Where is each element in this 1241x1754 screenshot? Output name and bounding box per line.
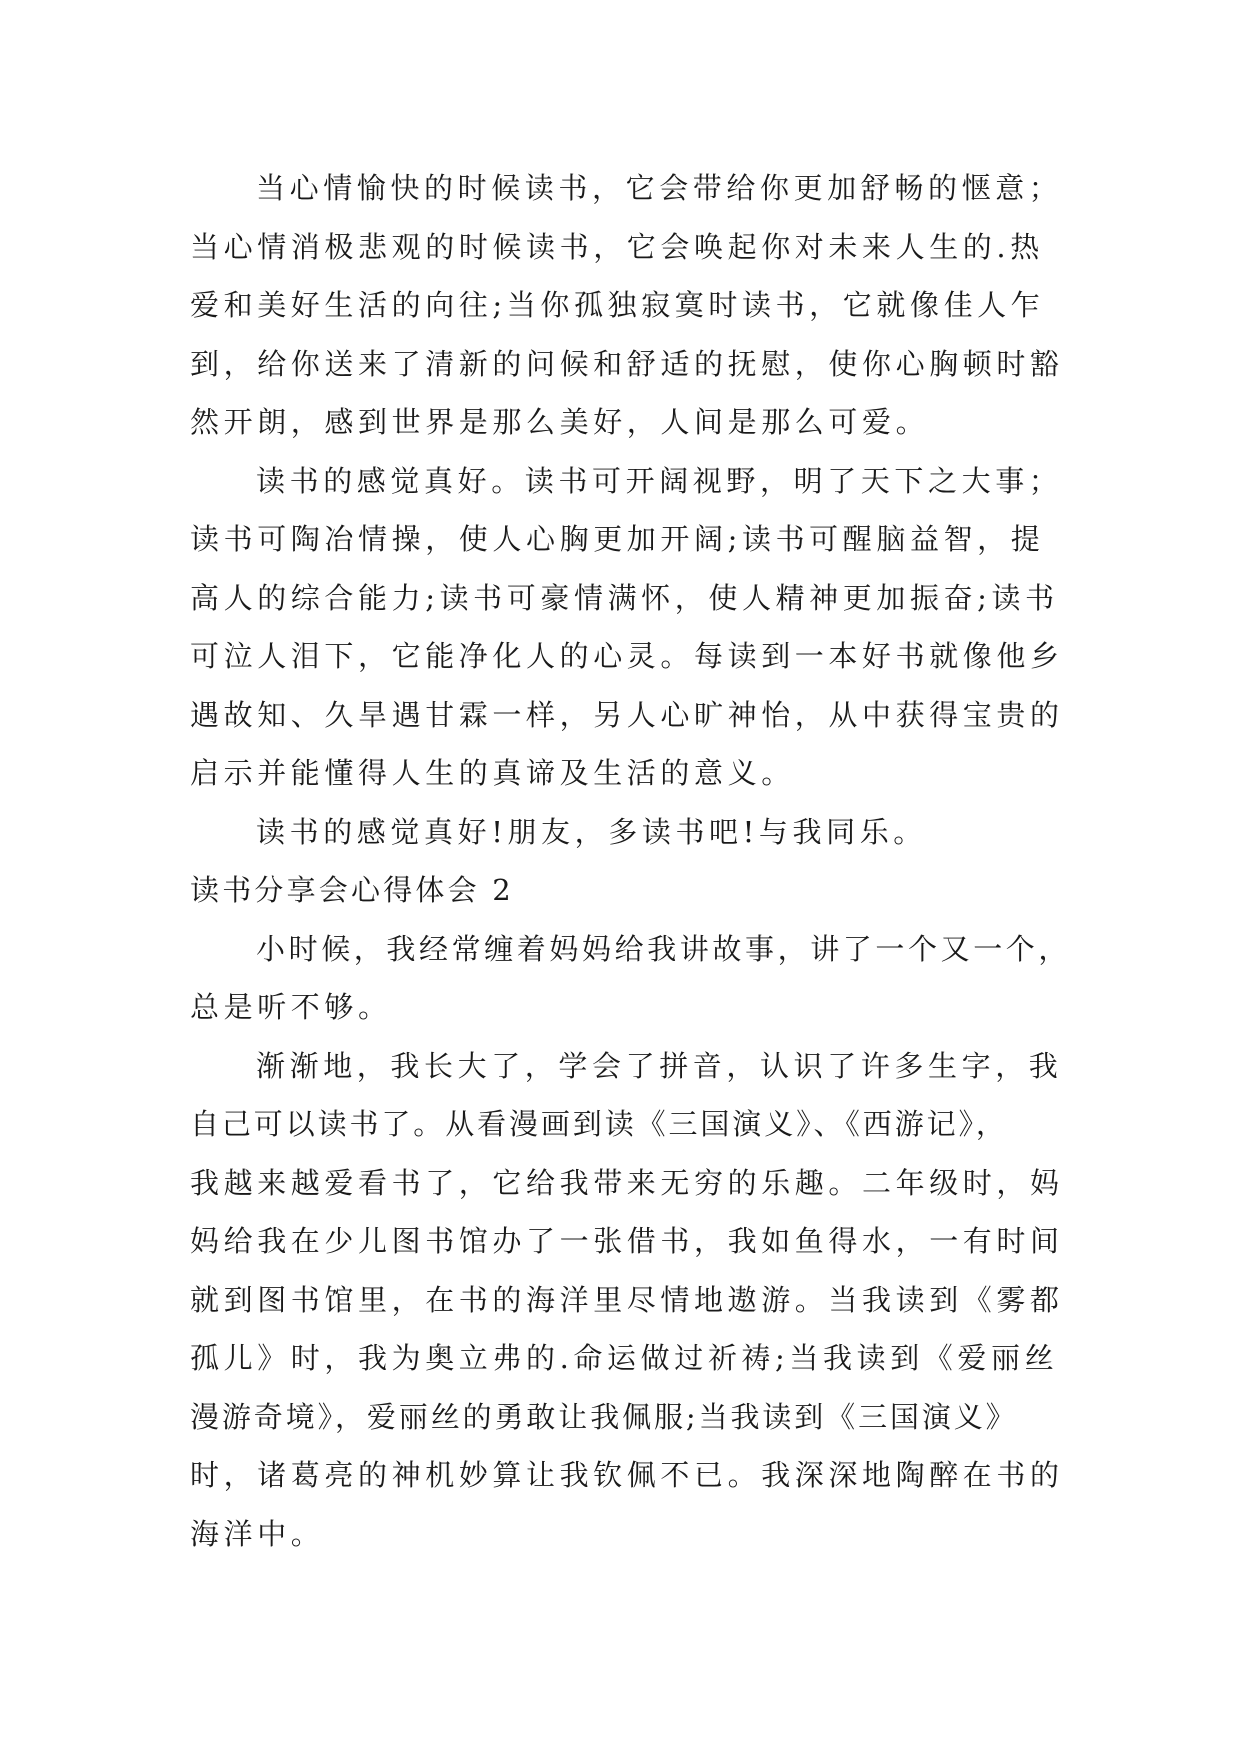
text-line: 漫游奇境》，爱丽丝的勇敢让我佩服;当我读到《三国演义》	[190, 1399, 1018, 1434]
section-heading: 读书分享会心得体会 2	[190, 873, 514, 907]
text-line: 读书的感觉真好。读书可开阔视野，明了天下之大事；	[256, 463, 1063, 498]
text-line: 当心情愉快的时候读书，它会带给你更加舒畅的惬意；	[256, 171, 1063, 205]
text-line: 爱和美好生活的向往;当你孤独寂寞时读书，它就像佳人乍	[190, 288, 1045, 322]
text-line: 到，给你送来了清新的问候和舒适的抚慰，使你心胸顿时豁	[190, 346, 1064, 381]
text-line: 遇故知、久旱遇甘霖一样，另人心旷神怡，从中获得宝贵的	[190, 697, 1064, 732]
paragraph	[190, 920, 1072, 1037]
text-line: 读书的感觉真好!朋友，多读书吧!与我同乐。	[256, 814, 927, 849]
paragraph	[190, 452, 1064, 803]
text-line: 小时候，我经常缠着妈妈给我讲故事，讲了一个又一个，	[256, 931, 1072, 966]
text-line: 妈给我在少儿图书馆办了一张借书，我如鱼得水，一有时间	[190, 1224, 1064, 1258]
text-line: 时，诸葛亮的神机妙算让我钦佩不已。我深深地陶醉在书的	[190, 1458, 1064, 1492]
text-line: 就到图书馆里，在书的海洋里尽情地遨游。当我读到《雾都	[190, 1282, 1064, 1317]
text-line: 读书可陶冶情操，使人心胸更加开阔;读书可醒脑益智，提	[190, 522, 1045, 556]
text-line: 海洋中。	[190, 1516, 325, 1551]
text-line: 孤儿》时，我为奥立弗的.命运做过祈祷;当我读到《爱丽丝	[190, 1341, 1059, 1375]
text-line: 当心情消极悲观的时候读书，它会唤起你对未来人生的.热	[190, 229, 1044, 264]
document-body	[190, 159, 1072, 1563]
text-line: 可泣人泪下，它能净化人的心灵。每读到一本好书就像他乡	[190, 639, 1064, 673]
paragraph	[190, 803, 1050, 862]
text-line: 我越来越爱看书了，它给我带来无穷的乐趣。二年级时，妈	[190, 1165, 1064, 1200]
paragraph	[190, 159, 1064, 452]
text-line: 总是听不够。	[190, 990, 392, 1024]
text-line: 渐渐地，我长大了，学会了拼音，认识了许多生字，我	[256, 1048, 1063, 1083]
text-line: 自己可以读书了。从看漫画到读《三国演义》、《西游记》，	[190, 1107, 1008, 1141]
paragraph	[190, 1037, 1064, 1564]
text-line: 高人的综合能力;读书可豪情满怀，使人精神更加振奋;读书	[190, 580, 1059, 615]
text-line: 启示并能懂得人生的真谛及生活的意义。	[190, 756, 795, 790]
text-line: 然开朗，感到世界是那么美好，人间是那么可爱。	[190, 405, 930, 439]
